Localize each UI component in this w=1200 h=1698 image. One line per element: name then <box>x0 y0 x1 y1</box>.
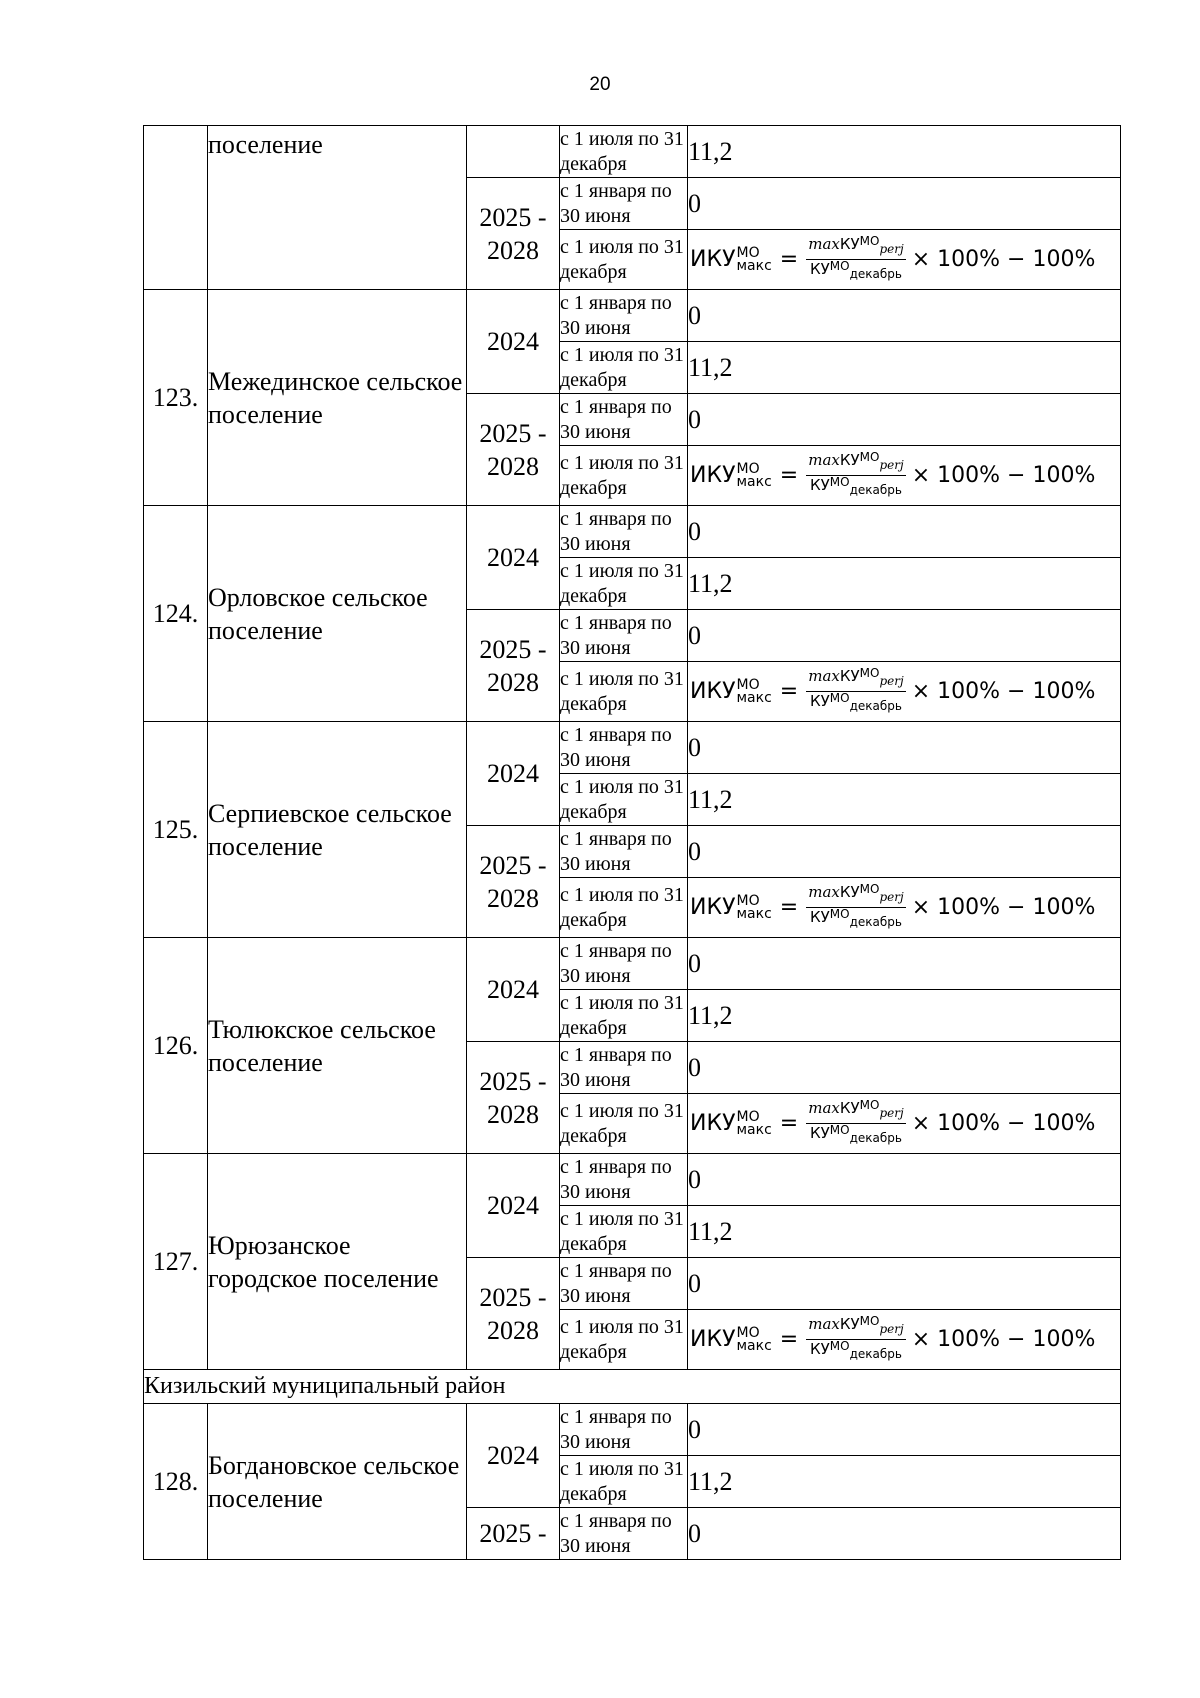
formula-equals: = <box>779 1111 799 1136</box>
formula-numerator <box>806 1100 906 1124</box>
period-label: с 1 июля по 31 декабря <box>560 878 688 938</box>
formula-denominator-sub: декабрь <box>849 483 902 497</box>
formula-lhs-sup: МО <box>736 676 760 693</box>
formula-numerator-sub: perj <box>879 674 904 688</box>
formula-tail: × 100% − 100% <box>911 679 1096 704</box>
period-label: с 1 июля по 31 декабря <box>560 990 688 1042</box>
period-label: с 1 января по 30 июня <box>560 1404 688 1456</box>
value-cell: 11,2 <box>688 774 1121 826</box>
period-label: с 1 января по 30 июня <box>560 826 688 878</box>
value-cell: 0 <box>688 610 1121 662</box>
period-label: с 1 января по 30 июня <box>560 1042 688 1094</box>
formula-denominator-main: КУ <box>809 260 830 278</box>
formula-cell <box>688 230 1121 290</box>
formula-numerator-main: КУ <box>839 1315 860 1333</box>
formula <box>688 884 1120 931</box>
period-label: с 1 июля по 31 декабря <box>560 1310 688 1370</box>
formula-fraction <box>806 452 906 499</box>
value-cell: 11,2 <box>688 126 1121 178</box>
table-row <box>144 1370 1121 1404</box>
value-cell: 11,2 <box>688 558 1121 610</box>
formula-lhs-scripts <box>736 892 772 922</box>
table-row <box>144 290 1121 342</box>
formula-denominator-main: КУ <box>809 908 830 926</box>
year-range: 2025 - 2028 <box>467 610 560 722</box>
formula-denominator-sup: МО <box>829 691 850 705</box>
formula-denominator <box>810 1340 902 1363</box>
formula <box>688 668 1120 715</box>
formula-numerator-sub: perj <box>879 890 904 904</box>
formula-numerator-prefix: max <box>808 667 840 685</box>
formula-lhs <box>690 1108 772 1138</box>
formula-cell <box>688 1310 1121 1370</box>
formula-lhs-sup: МО <box>736 244 760 261</box>
formula-numerator-sub: perj <box>879 458 904 472</box>
district-header: Кизильский муниципальный район <box>144 1370 1121 1404</box>
settlement-number-cell <box>144 126 208 290</box>
formula-fraction <box>806 668 906 715</box>
formula-tail: × 100% − 100% <box>911 1327 1096 1352</box>
formula-denominator <box>810 1124 902 1147</box>
formula-numerator-sup: МО <box>859 1098 880 1112</box>
formula-denominator <box>810 908 902 931</box>
value-cell: 0 <box>688 394 1121 446</box>
period-label: с 1 июля по 31 декабря <box>560 774 688 826</box>
year-range: 2025 - 2028 <box>467 394 560 506</box>
formula-denominator <box>810 476 902 499</box>
table-row <box>144 722 1121 774</box>
value-cell: 0 <box>688 178 1121 230</box>
year-range: 2025 - 2028 <box>467 1042 560 1154</box>
table-row <box>144 1404 1121 1456</box>
period-label: с 1 января по 30 июня <box>560 1154 688 1206</box>
year-range: 2025 - 2028 <box>467 826 560 938</box>
settlement-name: Тюлюкское сельское поселение <box>208 938 467 1154</box>
formula-numerator-prefix: max <box>808 451 840 469</box>
formula-numerator-sub: perj <box>879 242 904 256</box>
formula-lhs <box>690 460 772 490</box>
formula-lhs-sub: макс <box>736 473 772 490</box>
period-label: с 1 января по 30 июня <box>560 610 688 662</box>
formula-fraction <box>806 884 906 931</box>
year-range: 2025 - 2028 <box>467 1258 560 1370</box>
year-2024: 2024 <box>467 1404 560 1508</box>
table-row <box>144 506 1121 558</box>
formula-denominator-sub: декабрь <box>849 267 902 281</box>
formula-cell <box>688 662 1121 722</box>
formula-numerator-prefix: max <box>808 1099 840 1117</box>
period-label: с 1 января по 30 июня <box>560 1258 688 1310</box>
formula-numerator-main: КУ <box>839 235 860 253</box>
period-label: с 1 января по 30 июня <box>560 938 688 990</box>
period-label: с 1 июля по 31 декабря <box>560 1206 688 1258</box>
period-label: с 1 января по 30 июня <box>560 178 688 230</box>
table-row <box>144 126 1121 178</box>
formula-numerator <box>806 884 906 908</box>
settlement-number: 123. <box>144 290 208 506</box>
formula-lhs-sub: макс <box>736 689 772 706</box>
year-2024: 2024 <box>467 290 560 394</box>
settlement-number: 125. <box>144 722 208 938</box>
formula-denominator-sub: декабрь <box>849 915 902 929</box>
formula-numerator <box>806 668 906 692</box>
formula-numerator-sup: МО <box>859 882 880 896</box>
tariff-table <box>143 125 1121 1560</box>
value-cell: 11,2 <box>688 990 1121 1042</box>
formula-numerator-sup: МО <box>859 450 880 464</box>
settlement-name: Орловское сельское поселение <box>208 506 467 722</box>
settlement-number: 128. <box>144 1404 208 1560</box>
formula-numerator-prefix: max <box>808 235 840 253</box>
formula <box>688 1100 1120 1147</box>
value-cell: 0 <box>688 1258 1121 1310</box>
value-cell: 0 <box>688 1404 1121 1456</box>
value-cell: 0 <box>688 1042 1121 1094</box>
formula-numerator-prefix: max <box>808 1315 840 1333</box>
formula-numerator <box>806 1316 906 1340</box>
formula-cell <box>688 446 1121 506</box>
value-cell: 0 <box>688 1154 1121 1206</box>
formula-equals: = <box>779 463 799 488</box>
settlement-name: Юрюзанское городское поселение <box>208 1154 467 1370</box>
formula-lhs-scripts <box>736 460 772 490</box>
value-cell: 0 <box>688 290 1121 342</box>
year-2024: 2024 <box>467 722 560 826</box>
formula-numerator-main: КУ <box>839 451 860 469</box>
formula-lhs-sub: макс <box>736 1337 772 1354</box>
period-label: с 1 января по 30 июня <box>560 1508 688 1560</box>
period-label: с 1 июля по 31 декабря <box>560 446 688 506</box>
formula-denominator-main: КУ <box>809 692 830 710</box>
formula-fraction <box>806 1100 906 1147</box>
settlement-number: 126. <box>144 938 208 1154</box>
formula-equals: = <box>779 1327 799 1352</box>
period-label: с 1 января по 30 июня <box>560 290 688 342</box>
period-label: с 1 июля по 31 декабря <box>560 558 688 610</box>
period-label: с 1 января по 30 июня <box>560 394 688 446</box>
formula-lhs-scripts <box>736 1108 772 1138</box>
value-cell: 0 <box>688 1508 1121 1560</box>
formula-tail: × 100% − 100% <box>911 1111 1096 1136</box>
tariff-table-body <box>144 126 1121 1560</box>
formula-lhs-sup: МО <box>736 460 760 477</box>
formula-denominator-main: КУ <box>809 1124 830 1142</box>
period-label: с 1 июля по 31 декабря <box>560 662 688 722</box>
table-row <box>144 1154 1121 1206</box>
formula-lhs-sup: МО <box>736 1108 760 1125</box>
value-cell: 11,2 <box>688 342 1121 394</box>
formula-fraction <box>806 1316 906 1363</box>
formula-equals: = <box>779 895 799 920</box>
formula <box>688 236 1120 283</box>
formula-denominator <box>810 692 902 715</box>
period-label: с 1 июля по 31 декабря <box>560 1094 688 1154</box>
period-label: с 1 июля по 31 декабря <box>560 126 688 178</box>
formula-denominator-sub: декабрь <box>849 1131 902 1145</box>
formula-denominator-sub: декабрь <box>849 1347 902 1361</box>
formula-numerator-main: КУ <box>839 883 860 901</box>
formula-tail: × 100% − 100% <box>911 463 1096 488</box>
value-cell: 11,2 <box>688 1456 1121 1508</box>
settlement-name: Межединское сельское поселение <box>208 290 467 506</box>
formula-numerator <box>806 452 906 476</box>
settlement-name: Серпиевское сельское поселение <box>208 722 467 938</box>
year-2024: 2024 <box>467 1154 560 1258</box>
formula-lhs <box>690 244 772 274</box>
formula-lhs <box>690 892 772 922</box>
formula-lhs-scripts <box>736 1324 772 1354</box>
formula-denominator-sup: МО <box>829 907 850 921</box>
formula-lhs-main: ИКУ <box>690 1111 736 1136</box>
formula-denominator <box>810 260 902 283</box>
formula-numerator-main: КУ <box>839 667 860 685</box>
formula-denominator-sub: декабрь <box>849 699 902 713</box>
settlement-number: 124. <box>144 506 208 722</box>
formula-fraction <box>806 236 906 283</box>
formula <box>688 452 1120 499</box>
formula-lhs-sup: МО <box>736 892 760 909</box>
formula-numerator-sub: perj <box>879 1106 904 1120</box>
formula-numerator-sup: МО <box>859 666 880 680</box>
value-cell: 0 <box>688 506 1121 558</box>
formula-lhs <box>690 1324 772 1354</box>
formula-denominator-main: КУ <box>809 1340 830 1358</box>
period-label: с 1 января по 30 июня <box>560 506 688 558</box>
formula-numerator-sub: perj <box>879 1322 904 1336</box>
year-cell-empty <box>467 126 560 178</box>
formula-lhs-scripts <box>736 244 772 274</box>
period-label: с 1 января по 30 июня <box>560 722 688 774</box>
year-2024: 2024 <box>467 506 560 610</box>
formula-lhs <box>690 676 772 706</box>
value-cell: 0 <box>688 722 1121 774</box>
formula <box>688 1316 1120 1363</box>
formula-lhs-sup: МО <box>736 1324 760 1341</box>
value-cell: 0 <box>688 938 1121 990</box>
year-2024: 2024 <box>467 938 560 1042</box>
table-row <box>144 938 1121 990</box>
formula-lhs-main: ИКУ <box>690 1327 736 1352</box>
period-label: с 1 июля по 31 декабря <box>560 1456 688 1508</box>
period-label: с 1 июля по 31 декабря <box>560 230 688 290</box>
value-cell: 11,2 <box>688 1206 1121 1258</box>
formula-lhs-sub: макс <box>736 905 772 922</box>
formula-lhs-main: ИКУ <box>690 247 736 272</box>
formula-denominator-main: КУ <box>809 476 830 494</box>
formula-tail: × 100% − 100% <box>911 895 1096 920</box>
settlement-name: поселение <box>208 126 467 290</box>
formula-lhs-sub: макс <box>736 1121 772 1138</box>
formula-equals: = <box>779 679 799 704</box>
value-cell: 0 <box>688 826 1121 878</box>
formula-denominator-sup: МО <box>829 475 850 489</box>
formula-denominator-sup: МО <box>829 1339 850 1353</box>
formula-lhs-main: ИКУ <box>690 679 736 704</box>
year-range: 2025 - <box>467 1508 560 1560</box>
page-number: 20 <box>589 74 611 95</box>
formula-lhs-main: ИКУ <box>690 895 736 920</box>
formula-cell <box>688 878 1121 938</box>
formula-numerator <box>806 236 906 260</box>
formula-lhs-scripts <box>736 676 772 706</box>
period-label: с 1 июля по 31 декабря <box>560 342 688 394</box>
settlement-number: 127. <box>144 1154 208 1370</box>
settlement-name: Богдановское сельское поселение <box>208 1404 467 1560</box>
formula-numerator-main: КУ <box>839 1099 860 1117</box>
formula-numerator-sup: МО <box>859 1314 880 1328</box>
formula-lhs-main: ИКУ <box>690 463 736 488</box>
formula-cell <box>688 1094 1121 1154</box>
formula-numerator-prefix: max <box>808 883 840 901</box>
formula-tail: × 100% − 100% <box>911 247 1096 272</box>
formula-lhs-sub: макс <box>736 257 772 274</box>
formula-denominator-sup: МО <box>829 1123 850 1137</box>
formula-numerator-sup: МО <box>859 234 880 248</box>
formula-equals: = <box>779 247 799 272</box>
year-range: 2025 - 2028 <box>467 178 560 290</box>
formula-denominator-sup: МО <box>829 259 850 273</box>
